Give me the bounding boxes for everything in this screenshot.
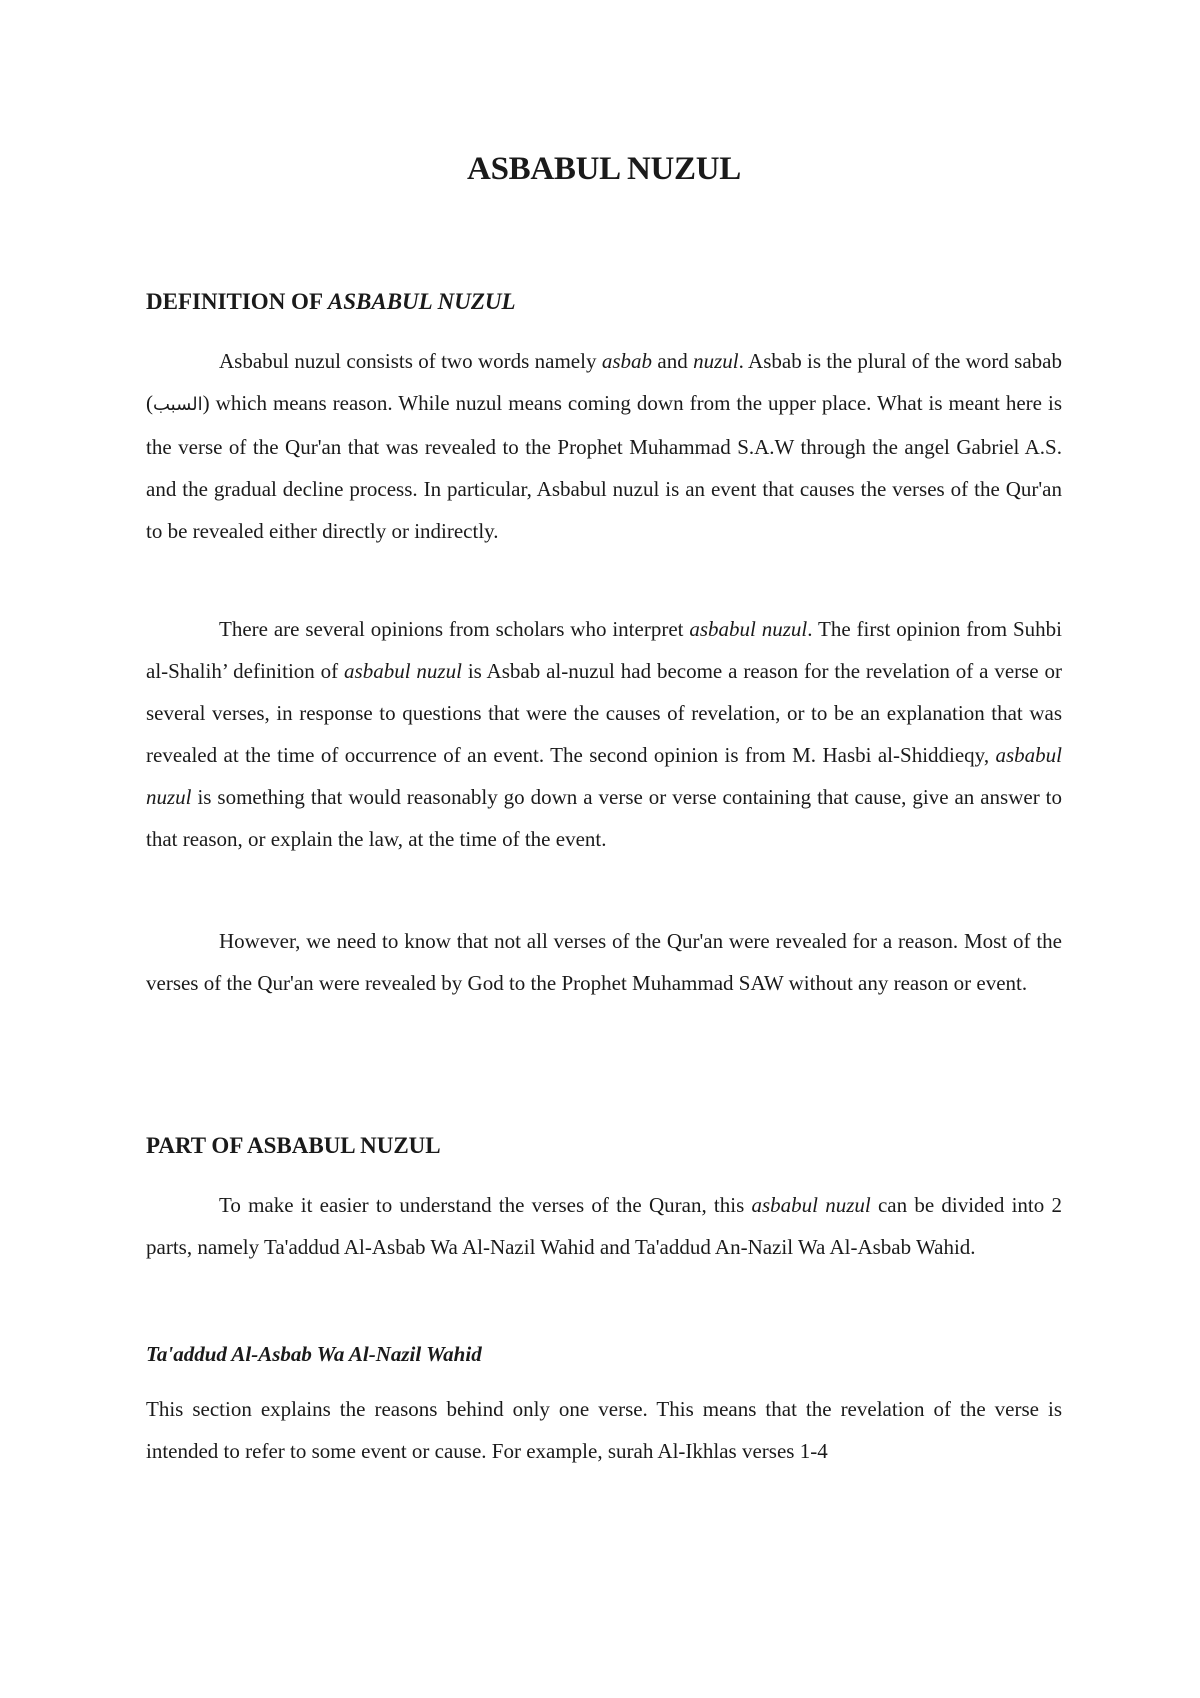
sub-heading-taaddud: Ta'addud Al-Asbab Wa Al-Nazil Wahid [146,1342,482,1366]
text-run: . Asbab is the plural of the word sabab ( [146,349,1062,415]
text-run: ) which means reason. While nuzul means coming down from the upper place. What is meant here is the verse of the Qur'an that was revealed to the Prophet Muhammad S.A.W through the angel Gabriel A.S. and the gradual decline process. In particular, Asbabul nuzul is an event that causes the verses of the Qur'an to be revealed either directly or indirectly. [146,391,1062,543]
italic-term: nuzul [693,349,739,373]
paragraph-definition [146,340,1062,552]
paragraph-section-explains: This section explains the reasons behind only one verse. This means that the revelation of the verse is intended to refer to some event or cause. For example, surah Al-Ikhlas verses 1-4 [146,1397,1062,1463]
paragraph-however: However, we need to know that not all verses of the Qur'an were revealed for a reason. Most of the verses of the Qur'an were revealed by God to the Prophet Muhammad SAW without any reason or event. [146,929,1062,995]
document-title: ASBABUL NUZUL [467,151,741,187]
text-run: can be divided into 2 parts, namely Ta'addud Al-Asbab Wa Al-Nazil Wahid and Ta'addud An-Nazil Wa Al-Asbab Wahid. [146,1193,1062,1259]
paragraph-parts [146,1184,1062,1268]
italic-term: asbabul nuzul [344,659,462,683]
italic-term: asbabul nuzul [689,617,808,641]
text-run: There are several opinions from scholars who interpret [219,617,690,641]
paragraph-opinions [146,608,1062,860]
text-run: To make it easier to understand the verses of the Quran, this [219,1193,752,1217]
section-heading-definition [146,287,516,317]
text-run: Asbabul nuzul consists of two words namely [219,349,602,373]
heading-prefix: DEFINITION OF [146,289,328,314]
arabic-word: السبب [153,394,203,415]
italic-term: asbabul nuzul [146,743,1062,809]
section-heading-part: PART OF ASBABUL NUZUL [146,1133,441,1158]
text-run: and [652,349,694,373]
italic-term: asbabul nuzul [751,1193,871,1217]
text-run: . The first opinion from Suhbi al-Shalih’ definition of [146,617,1063,683]
heading-italic: ASBABUL NUZUL [327,289,516,314]
text-run: is something that would reasonably go down a verse or verse containing that cause, give an answer to that reason, or explain the law, at the time of the event. [146,785,1062,851]
italic-term: asbab [601,349,653,373]
text-run: is Asbab al-nuzul had become a reason for the revelation of a verse or several verses, in response to questions that were the causes of revelation, or to be an explanation that was revealed at the time of occurrence of an event. The second opinion is from M. Hasbi al-Shiddieqy, [146,659,1062,767]
